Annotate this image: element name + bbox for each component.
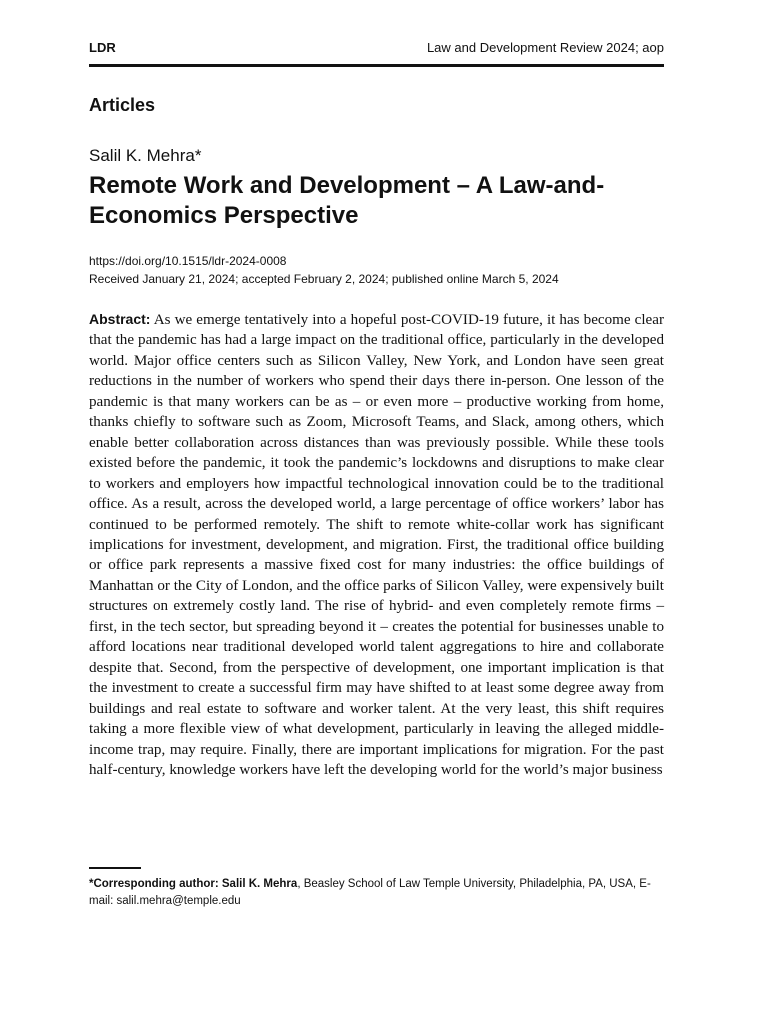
doi-link[interactable]: https://doi.org/10.1515/ldr-2024-0008 [89, 254, 287, 268]
abstract [89, 309, 664, 780]
article-title: Remote Work and Development – A Law-and-Economics Perspective [89, 172, 605, 229]
footnote [89, 876, 669, 910]
footnote-rule [89, 867, 141, 869]
running-header [89, 40, 664, 60]
publication-dates: Received January 21, 2024; accepted February 2, 2024; published online March 5, 2024 [89, 272, 559, 286]
footnote-label: *Corresponding author: Salil K. Mehra [89, 878, 298, 890]
journal-info: Law and Development Review 2024; aop [426, 40, 664, 55]
section-heading: Articles [89, 95, 156, 115]
abstract-text: As we emerge tentatively into a hopeful post-COVID-19 future, it has become clear that the pandemic has had a large impact on the traditional office, particularly in the developed world. Major office centers such as Silicon Valley, New York, and London have seen great reductions in the number of workers who spend their days there in-person. One lesson of the pandemic is that many workers can be as – or even more – productive working from home, thanks chiefly to software such as Zoom, Microsoft Teams, and Slack, among others, which enable better collaboration across distances than was previously possible. While these tools existed before the pandemic, it took the pandemic’s lockdowns and disruptions to make clear to workers and employers how impactful technological innovation could be to the traditional office. As a result, across the developed world, a large percentage of office workers’ labor has continued to be performed remotely. The shift to remote white-collar work has significant implications for investment, development, and migration. First, the traditional office building or office park represents a massive fixed cost for many industries: the office buildings of Manhattan or the City of London, and the office parks of Silicon Valley, were expensively built structures on extremely costly land. The rise of hybrid- and even completely remote firms – first, in the tech sector, but spreading beyond it – creates the potential for businesses unable to afford locations near traditional developed world talent aggregations to hire and collaborate despite that. Second, from the perspective of development, one important implication is that the investment to create a successful firm may have shifted to at least some degree away from buildings and real estate to software and worker talent. At the very least, this shift requires taking a more flexible view of what development, particularly in leaving the alleged middle-income trap, may require. Finally, there are important implications for migration. For the past half-century, knowledge workers have left the developing world for the world’s major business [89, 312, 664, 778]
footnote-text: , Beasley School of Law Temple University, Philadelphia, PA, USA, E-mail: salil.mehra@temple.edu [89, 878, 651, 907]
abstract-label: Abstract: [89, 311, 151, 327]
journal-abbreviation: LDR [89, 40, 116, 55]
article-page [89, 0, 664, 1024]
author-name: Salil K. Mehra* [89, 146, 202, 165]
header-rule [89, 64, 664, 67]
